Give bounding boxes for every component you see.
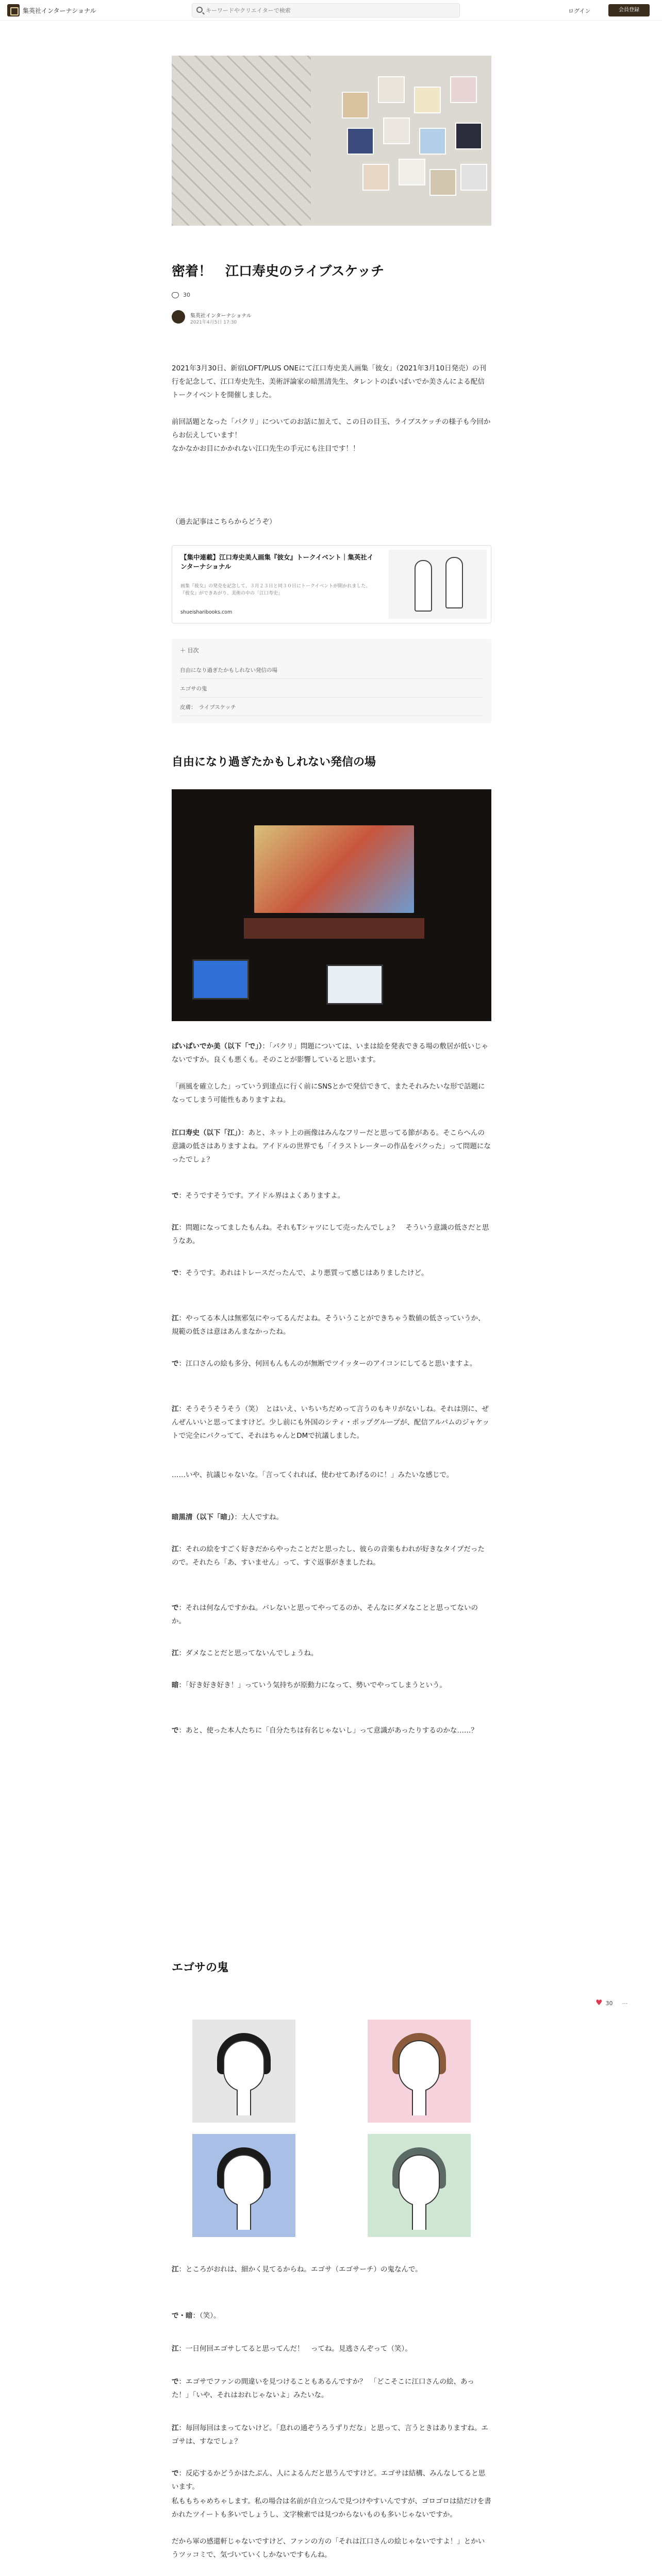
stage-table	[244, 918, 424, 939]
floating-like-bar[interactable]	[595, 1998, 627, 2007]
search-input[interactable]	[206, 6, 453, 15]
section-heading: エゴサの鬼	[172, 1961, 229, 1974]
artwork-frame	[347, 128, 374, 155]
figure-illustration	[445, 557, 463, 608]
artwork-frame	[429, 169, 456, 196]
neck-graphic	[237, 2090, 251, 2115]
monitor-graphic	[192, 959, 249, 999]
like-count: 30	[605, 2000, 613, 2007]
face-graphic	[399, 2040, 440, 2092]
artwork-frame	[362, 164, 389, 191]
heart-icon[interactable]	[172, 292, 179, 298]
like-count: 30	[183, 292, 190, 298]
artwork-frame	[460, 164, 487, 191]
link-card-url[interactable]: shueisharibooks.com	[180, 609, 233, 615]
hero-image	[172, 56, 491, 226]
neck-graphic	[412, 2204, 426, 2230]
link-card[interactable]	[172, 545, 491, 623]
past-articles-link[interactable]: （過去記事はこちらからどうぞ）	[172, 518, 276, 526]
avatar[interactable]	[172, 310, 185, 324]
dialogue-paragraph: で：エゴサでファンの間違いを見つけることもあるんですか？ 「どこそこに江口さんの絵、あった！」「いや、それはおれじゃないよ」みたいな。	[172, 2378, 474, 2399]
artwork-frame	[399, 159, 425, 185]
artwork-frame	[419, 128, 446, 155]
artwork-frame	[378, 76, 405, 103]
dialogue-paragraph: で：反応するかどうかはたぶん、人によるんだと思うんですけど。エゴサは結構、みんなしてると思います。	[172, 2469, 486, 2491]
dialogue-paragraph: だから軍の感還軒じゃないですけど、ファンの方の「それは江口さんの絵じゃないですよ！」とかいうツッコミで、気づいていくしかないですもんね。	[172, 2537, 485, 2559]
portrait-illustration	[192, 2134, 295, 2237]
artwork-frame	[342, 92, 369, 118]
dialogue-paragraph: 「画風を確立した」っていう到達点に行く前にSNSとかで発信できて、またそれみたいな形で話題になってしまう可能性もありますよね。	[172, 1082, 485, 1104]
like-counter[interactable]	[172, 292, 190, 298]
signup-button[interactable]: 会員登録	[608, 4, 650, 16]
dialogue-paragraph: 江：そうそうそうそう（笑） とはいえ、いちいちだめって言うのもキリがないしね。それは別に、ぜんぜんいいと思ってますけど。少し前にも外国のシティ・ポップグループが、配信アルバムのジャケットで完全にパクってて、それはちゃんとDMで抗議しました。	[172, 1405, 490, 1440]
neck-graphic	[237, 2204, 251, 2230]
heart-icon[interactable]: ♥	[595, 1998, 603, 2007]
portrait-illustration	[368, 2134, 471, 2237]
dialogue-paragraph: で・暗：（笑）。	[172, 2312, 221, 2320]
face-graphic	[223, 2155, 264, 2206]
brand-name[interactable]: 集英社インターナショナル	[23, 7, 96, 14]
dialogue-paragraph: で：それは何なんですかね。バレないと思ってやってるのか、そんなにダメなことと思ってないのか。	[172, 1604, 478, 1625]
dialogue-paragraph: で：そうですそうです。アイドル界はよくありますよ。	[172, 1192, 345, 1200]
dialogue-paragraph: 江：ダメなことだと思ってないんでしょうね。	[172, 1649, 318, 1657]
dialogue-paragraph: 江：ところがおれは、細かく見てるからね。エゴサ（エゴサーチ）の鬼なんで。	[172, 2265, 422, 2274]
monitor-graphic	[326, 964, 383, 1005]
dialogue-paragraph: 江：問題になってましたもんね。それもTシャツにして売ったんでしょ？ そういう意識の低さだと思うなあ。	[172, 1224, 489, 1245]
illustration-grid	[172, 2020, 491, 2246]
dialogue-paragraph: で：そうです。あれはトレースだったんで、より悪質って感じはありましたけど。	[172, 1269, 428, 1277]
more-icon[interactable]: ⋯	[622, 2000, 628, 2007]
toc-item[interactable]: 自由になり過ぎたかもしれない発信の場	[180, 662, 483, 679]
artwork-frame	[414, 87, 441, 113]
artwork-frame	[383, 117, 410, 144]
dialogue-paragraph: 江：一日何回エゴサしてると思ってんだ！ ってね。見逃さんぞって（笑）。	[172, 2345, 412, 2353]
top-navbar	[0, 0, 662, 21]
dialogue-paragraph: 私ももちゃめちゃします。私の場合は名前が自立つんで見つけやすいんですが、ゴロゴロは結だけを書かれたツイートも多いでしょうし、文字検索では見つからないものも多いじゃないですか。	[172, 2497, 491, 2519]
artwork-frame	[455, 123, 482, 149]
intro-paragraph: 2021年3月30日、新宿LOFT/PLUS ONEにて江口寿史美人画集「彼女」（2021年3月10日発売）の刊行を記念して、江口寿史先生、美術評論家の暗黒清先生、タレントのぱいぱいでか美さんによる配信トークイベントを開催しました。	[172, 364, 486, 399]
intro-paragraph: 前回話題となった「パクリ」についてのお話に加えて、この日の目玉、ライブスケッチの様子も今回からお伝えしています！	[172, 418, 491, 439]
artwork-frame	[450, 76, 477, 103]
publish-date: 2021年4月5日 17:30	[190, 320, 237, 325]
toc-item[interactable]: エゴサの鬼	[180, 680, 483, 698]
scaffold-graphic	[172, 56, 311, 226]
table-of-contents	[172, 639, 491, 723]
section-heading: 自由になり過ぎたかもしれない発信の場	[172, 756, 376, 769]
dialogue-paragraph: 江：やってる本人は無邪気にやってるんだよね。そういうことができちゃう数値の低さっていうか、規範の低さは意はあんまなかったね。	[172, 1314, 485, 1336]
link-card-thumbnail	[389, 550, 487, 619]
author-name[interactable]: 集英社インターナショナル	[190, 313, 252, 319]
logo-icon[interactable]	[7, 4, 20, 16]
login-link[interactable]: ログイン	[568, 8, 591, 14]
neck-graphic	[412, 2090, 426, 2115]
dialogue-paragraph: で：あと、使った本人たちに「自分たちは有名じゃないし」って意識があったりするのかな……？	[172, 1726, 478, 1735]
projection-screen	[254, 825, 414, 913]
article-title: 密着！ 江口寿史のライブスケッチ	[172, 264, 385, 279]
portrait-illustration	[368, 2020, 471, 2123]
dialogue-paragraph: 江：それの絵をすごく好きだからやったことだと思ったし、彼らの音楽もわれが好きなタイプだったので。それたら「あ、すいません」って、すぐ返事がきましたね。	[172, 1545, 485, 1567]
link-card-description: 画集『彼女』の発売を記念して、３月２３日と同３０日にトークイベントが開かれました。『彼女』ができあがり、美術の中の「江口寿史」	[180, 584, 371, 596]
dialogue-paragraph: 江：毎回毎回はまってないけど。「息れの通ぞうろうずりだな」と思って、言うときはありますね。エゴサは、すなでしょ？	[172, 2424, 488, 2446]
portrait-illustration	[192, 2020, 295, 2123]
toc-item[interactable]: 皮膚： ライブスケッチ	[180, 699, 483, 716]
dialogue-paragraph: で：江口さんの絵も多分、何回もんもんのが無断でツイッターのアイコンにしてると思いますよ。	[172, 1360, 477, 1368]
event-photo	[172, 789, 491, 1021]
dialogue-paragraph: ……いや、抗議じゃないな。「言ってくれれば、使わせてあげるのに！」みたいな感じで。	[172, 1471, 454, 1479]
search-icon	[196, 7, 203, 13]
intro-paragraph: なかなかお目にかかれない江口先生の手元にも注目です！！	[172, 445, 360, 453]
toc-heading[interactable]: ＋ 目次	[180, 647, 199, 654]
dialogue-paragraph: 暗黒清（以下「暗」）：大人ですね。	[172, 1513, 283, 1521]
dialogue-paragraph: 暗：「好き好き好き！」っていう気持ちが原動力になって、勢いでやってしまうという。	[172, 1681, 446, 1689]
link-card-title[interactable]: 【集中連載】江口寿史美人画集『彼女』トークイベント｜集英社インターナショナル	[180, 553, 374, 570]
search-box[interactable]	[192, 3, 460, 18]
dialogue-paragraph: ぱいぱいでか美（以下「で」）：「パクリ」問題については、いまは絵を発表できる場の敷居が低いじゃないですか。良くも悪くも。そのことが影響していると思います。	[172, 1042, 488, 1064]
face-graphic	[223, 2040, 264, 2092]
face-graphic	[399, 2155, 440, 2206]
dialogue-paragraph: 江口寿史（以下「江」）：あと、ネット上の画像はみんなフリーだと思ってる節がある。そこらへんの意識の低さはありますよね。アイドルの世界でも「イラストレーターの作品をパクった」って問題になったでしょ？	[172, 1129, 491, 1164]
figure-illustration	[415, 560, 432, 612]
